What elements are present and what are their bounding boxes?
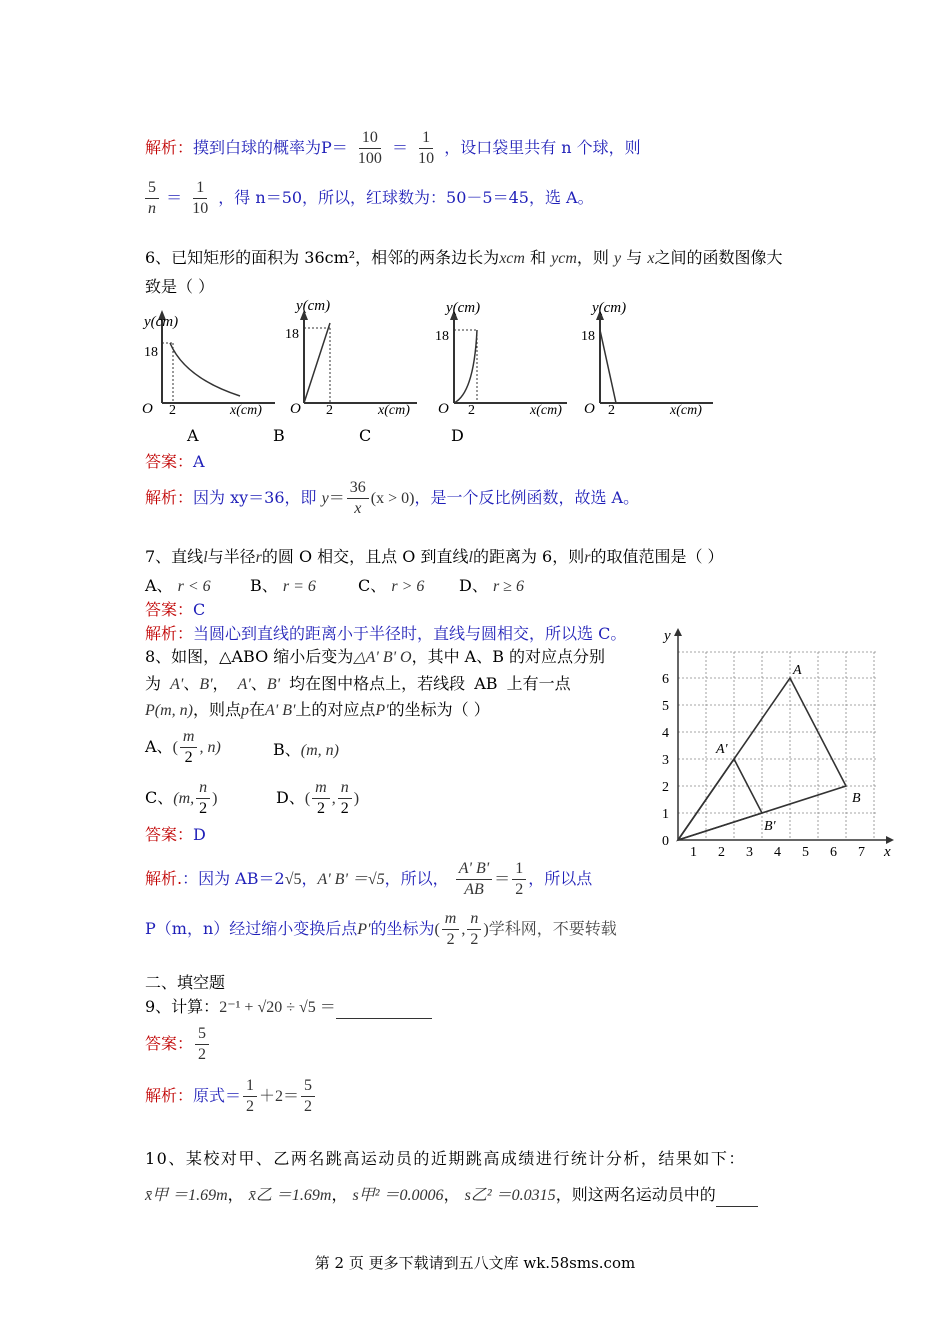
q8-option-b: B、(m, n): [273, 740, 339, 759]
yaxis-label: y: [664, 628, 671, 644]
q5-text3: ，得 n＝50，所以，红球数为：50－5＝45，选 A。: [218, 188, 594, 207]
answer-blank: [336, 1018, 432, 1019]
equals-sign: ＝: [391, 138, 408, 157]
fraction-5-2: $\frac{5}{2}$: [195, 1024, 209, 1065]
xtick: 2: [718, 845, 725, 860]
watermark-text: 学科网，不要转载: [488, 919, 617, 938]
graph-ylabel: y(cm): [144, 314, 179, 330]
graph-ytick: 18: [285, 327, 299, 342]
q5-text1: 摸到白球的概率为P＝: [193, 138, 348, 157]
fraction-10-100: $\frac{10}{100}$: [357, 129, 382, 167]
option-d-label: D: [451, 426, 464, 445]
q6-stem4: 致是（ ）: [145, 277, 215, 296]
answer-label: 答案：: [145, 452, 194, 471]
q6-answer: [145, 451, 205, 473]
q8-tri: △A' B' O: [353, 649, 412, 666]
answer-label: 答案：: [145, 1034, 194, 1053]
q7-answer: [145, 599, 205, 621]
xtick: 3: [746, 845, 753, 860]
q8-option-c: C、(m, $\frac{n}{2}$ ): [145, 779, 218, 817]
graph-origin: O: [142, 401, 153, 417]
ytick: 6: [662, 672, 669, 687]
q6-stem-line1: [145, 247, 782, 270]
q8-stem1b: ，其中 A、B 的对应点分别: [411, 647, 606, 666]
q7-s5: 的取值范围是（ ）: [590, 547, 724, 566]
ytick: 4: [662, 726, 669, 741]
q8-stem2b: 均在图中格点上，若线段 AB 上有一点: [289, 674, 571, 693]
graph-ylabel: y(cm): [296, 298, 331, 314]
graph-origin: O: [290, 401, 301, 417]
q10-var-jia: s甲² ＝0.0006: [352, 1187, 444, 1204]
ytick: 3: [662, 753, 669, 768]
q6-with: 与: [626, 248, 643, 267]
option-a-label: A: [187, 426, 199, 445]
ytick: 5: [662, 699, 669, 714]
q8-pmn: P(m, n): [145, 702, 193, 719]
q8-option-a: A、( $\frac{m}{2}$ , n): [145, 728, 221, 766]
graph-ylabel: y(cm): [592, 300, 627, 316]
q8-analysis-line1: 解析.：因为 AB＝2√5，A' B' ＝√5，所以， $\frac{A' B'}{AB}$ ＝ $\frac{1}{2}$ ，所以点: [145, 860, 593, 898]
xtick: 5: [802, 845, 809, 860]
point-a-prime-label: A': [716, 742, 728, 757]
xtick: 7: [858, 845, 865, 860]
graph-origin: O: [438, 401, 449, 417]
section-title: 二、填空题: [145, 973, 226, 992]
q6-analysis-y: y: [321, 490, 329, 507]
q7-option-b: B、 r = 6: [250, 576, 316, 595]
q8-stem-line2: 为 A'、B'， A'、B' 均在图中格点上，若线段 AB 上有一点: [145, 674, 571, 693]
q8-analysis-line2: P（m，n）经过缩小变换后点P'的坐标为( $\frac{m}{2}$ , $\frac{n}{2}$ )学科网，不要转载: [145, 910, 617, 948]
q8-option-d: D、( $\frac{m}{2}$ , $\frac{n}{2}$ ): [276, 779, 360, 817]
q5-text2: ，设口袋里共有 n 个球，则: [444, 138, 641, 157]
analysis-label: 解析.: [145, 869, 183, 888]
fraction-1-2: $\frac{1}{2}$: [243, 1076, 257, 1117]
fraction-ab-ratio: $\frac{A' B'}{AB}$: [456, 859, 492, 900]
q7-r2: r: [584, 549, 591, 566]
q5-analysis-line1: [145, 128, 641, 169]
q7-analysis: [145, 623, 626, 645]
page-footer: 第 2 页 更多下载请到五八文库 wk.58sms.com: [314, 1254, 636, 1272]
xtick: 1: [690, 845, 697, 860]
q7-stem1: 7、直线: [145, 547, 204, 566]
q6-x: x: [647, 250, 655, 267]
q6-graph-c: [432, 298, 572, 423]
answer-value: C: [193, 600, 206, 619]
answer-value: D: [193, 825, 206, 844]
fraction-n-2: $\frac{n}{2}$: [467, 909, 481, 950]
fraction-m-2: $\frac{m}{2}$: [442, 909, 460, 950]
q9-answer: [145, 1024, 211, 1065]
answer-blank: [716, 1206, 758, 1207]
ytick: 1: [662, 807, 669, 822]
analysis-label: 解析：: [145, 138, 194, 157]
graph-xtick: 2: [169, 403, 176, 418]
q6-analysis1: 因为 xy＝36，即: [193, 488, 317, 507]
q6-stem3: 之间的函数图像大: [654, 248, 783, 267]
graph-xlabel: x(cm): [530, 403, 562, 418]
xtick: 6: [830, 845, 837, 860]
q10-mean-yi: x̄乙 ＝1.69m: [248, 1187, 332, 1204]
q6-graph-d: [578, 298, 718, 423]
q6-stem-line2: [145, 276, 214, 298]
fraction-5-n: $\frac{5}{n}$: [145, 178, 159, 219]
graph-ylabel: y(cm): [446, 300, 481, 316]
q10-var-yi: s乙² ＝0.0315: [464, 1187, 556, 1204]
q6-analysis2: ，是一个反比例函数，故选 A。: [414, 488, 640, 507]
answer-label: 答案：: [145, 825, 194, 844]
fraction-n-2: $\frac{n}{2}$: [196, 778, 210, 819]
fraction-m-2: $\frac{m}{2}$: [312, 778, 330, 819]
q10-mean-jia: x̄甲 ＝1.69m: [145, 1187, 228, 1204]
q6-xcm: xcm: [499, 250, 525, 267]
q10-stem: 10、某校对甲、乙两名跳高运动员的近期跳高成绩进行统计分析，结果如下：: [145, 1149, 746, 1168]
q7-l: l: [203, 549, 208, 566]
q9-expr: 2⁻¹ + √20 ÷ √5 ＝: [219, 999, 336, 1016]
origin-label: 0: [662, 834, 669, 849]
q6-analysis-eq: ＝: [328, 490, 345, 507]
q7-analysis-text: 当圆心到直线的距离小于半径时，直线与圆相交，所以选 C。: [193, 624, 627, 643]
graph-xtick: 2: [326, 403, 333, 418]
option-c-label: C: [359, 426, 372, 445]
q6-stem1: 6、已知矩形的面积为 36cm²，相邻的两条边长为: [145, 248, 500, 267]
graph-origin: O: [584, 401, 595, 417]
xtick: 4: [774, 845, 781, 860]
q7-option-a: A、 r < 6: [145, 576, 211, 595]
analysis-label: 解析：: [145, 1086, 194, 1105]
q7-option-c: C、 r > 6: [358, 576, 425, 595]
q10-stats: x̄甲 ＝1.69m， x̄乙 ＝1.69m， s甲² ＝0.0006， s乙² ＝0.0315，则这两名运动员中的: [145, 1184, 758, 1207]
q8-stem-line3: P(m, n)，则点p在A' B'上的对应点P'的坐标为（ ）: [145, 700, 490, 719]
graph-ytick: 18: [581, 329, 595, 344]
answer-value: A: [193, 452, 205, 471]
q6-and: 和: [530, 248, 547, 267]
q7-stem: [145, 546, 724, 569]
q6-analysis: [145, 478, 639, 519]
q8-answer: [145, 824, 206, 846]
q9-analysis: 解析：原式＝ $\frac{1}{2}$ ＋2＝ $\frac{5}{2}$: [145, 1076, 317, 1117]
q7-s4: 的距离为 6，则: [472, 547, 585, 566]
q9-stem-text: 9、计算：: [145, 997, 220, 1016]
q6-stem2: ，则: [576, 248, 609, 267]
graph-xtick: 2: [468, 403, 475, 418]
q8-stem2a: 为: [145, 674, 162, 693]
q5-analysis-line2: [145, 178, 594, 219]
equals-sign: ＝: [166, 188, 183, 207]
fraction-36-x: $\frac{36}{x}$: [347, 478, 369, 519]
graph-ytick: 18: [144, 345, 158, 360]
xaxis-label: x: [884, 844, 891, 860]
q6-graph-a: [140, 298, 280, 423]
q8-stem-line1: [145, 646, 605, 669]
point-b-prime-label: B': [764, 819, 776, 834]
fraction-5-2: $\frac{5}{2}$: [301, 1076, 315, 1117]
point-b-label: B: [852, 791, 861, 806]
graph-ytick: 18: [435, 329, 449, 344]
graph-xlabel: x(cm): [378, 403, 410, 418]
q6-ycm: ycm: [551, 250, 577, 267]
graph-xtick: 2: [608, 403, 615, 418]
q7-option-d: D、 r ≥ 6: [459, 576, 524, 595]
graph-xlabel: x(cm): [670, 403, 702, 418]
q7-s3: 的圆 O 相交，且点 O 到直线: [261, 547, 469, 566]
ytick: 2: [662, 780, 669, 795]
q6-analysis-cond: (x > 0): [370, 490, 415, 507]
q6-graph-b: [282, 298, 422, 423]
fraction-1-10b: $\frac{1}{10}$: [192, 179, 209, 217]
fraction-n-2: $\frac{n}{2}$: [338, 778, 352, 819]
analysis-label: 解析：: [145, 624, 194, 643]
answer-label: 答案：: [145, 600, 194, 619]
option-b-label: B: [273, 426, 285, 445]
q7-l2: l: [468, 549, 473, 566]
q9-stem: [145, 996, 432, 1019]
analysis-label: 解析：: [145, 488, 194, 507]
fraction-1-10: $\frac{1}{10}$: [418, 129, 435, 167]
q8-stem1: 8、如图，△ABO 缩小后变为: [145, 647, 354, 666]
fraction-m-2: $\frac{m}{2}$: [180, 727, 198, 768]
graph-xlabel: x(cm): [230, 403, 262, 418]
q6-y: y: [614, 250, 622, 267]
fraction-1-2: $\frac{1}{2}$: [512, 859, 526, 900]
q7-s2: 与半径: [207, 547, 256, 566]
q7-r: r: [255, 549, 262, 566]
q8-grid-figure: [652, 622, 902, 862]
point-a-label: A: [793, 663, 802, 678]
q10-tail: ，则这两名运动员中的: [555, 1185, 716, 1204]
